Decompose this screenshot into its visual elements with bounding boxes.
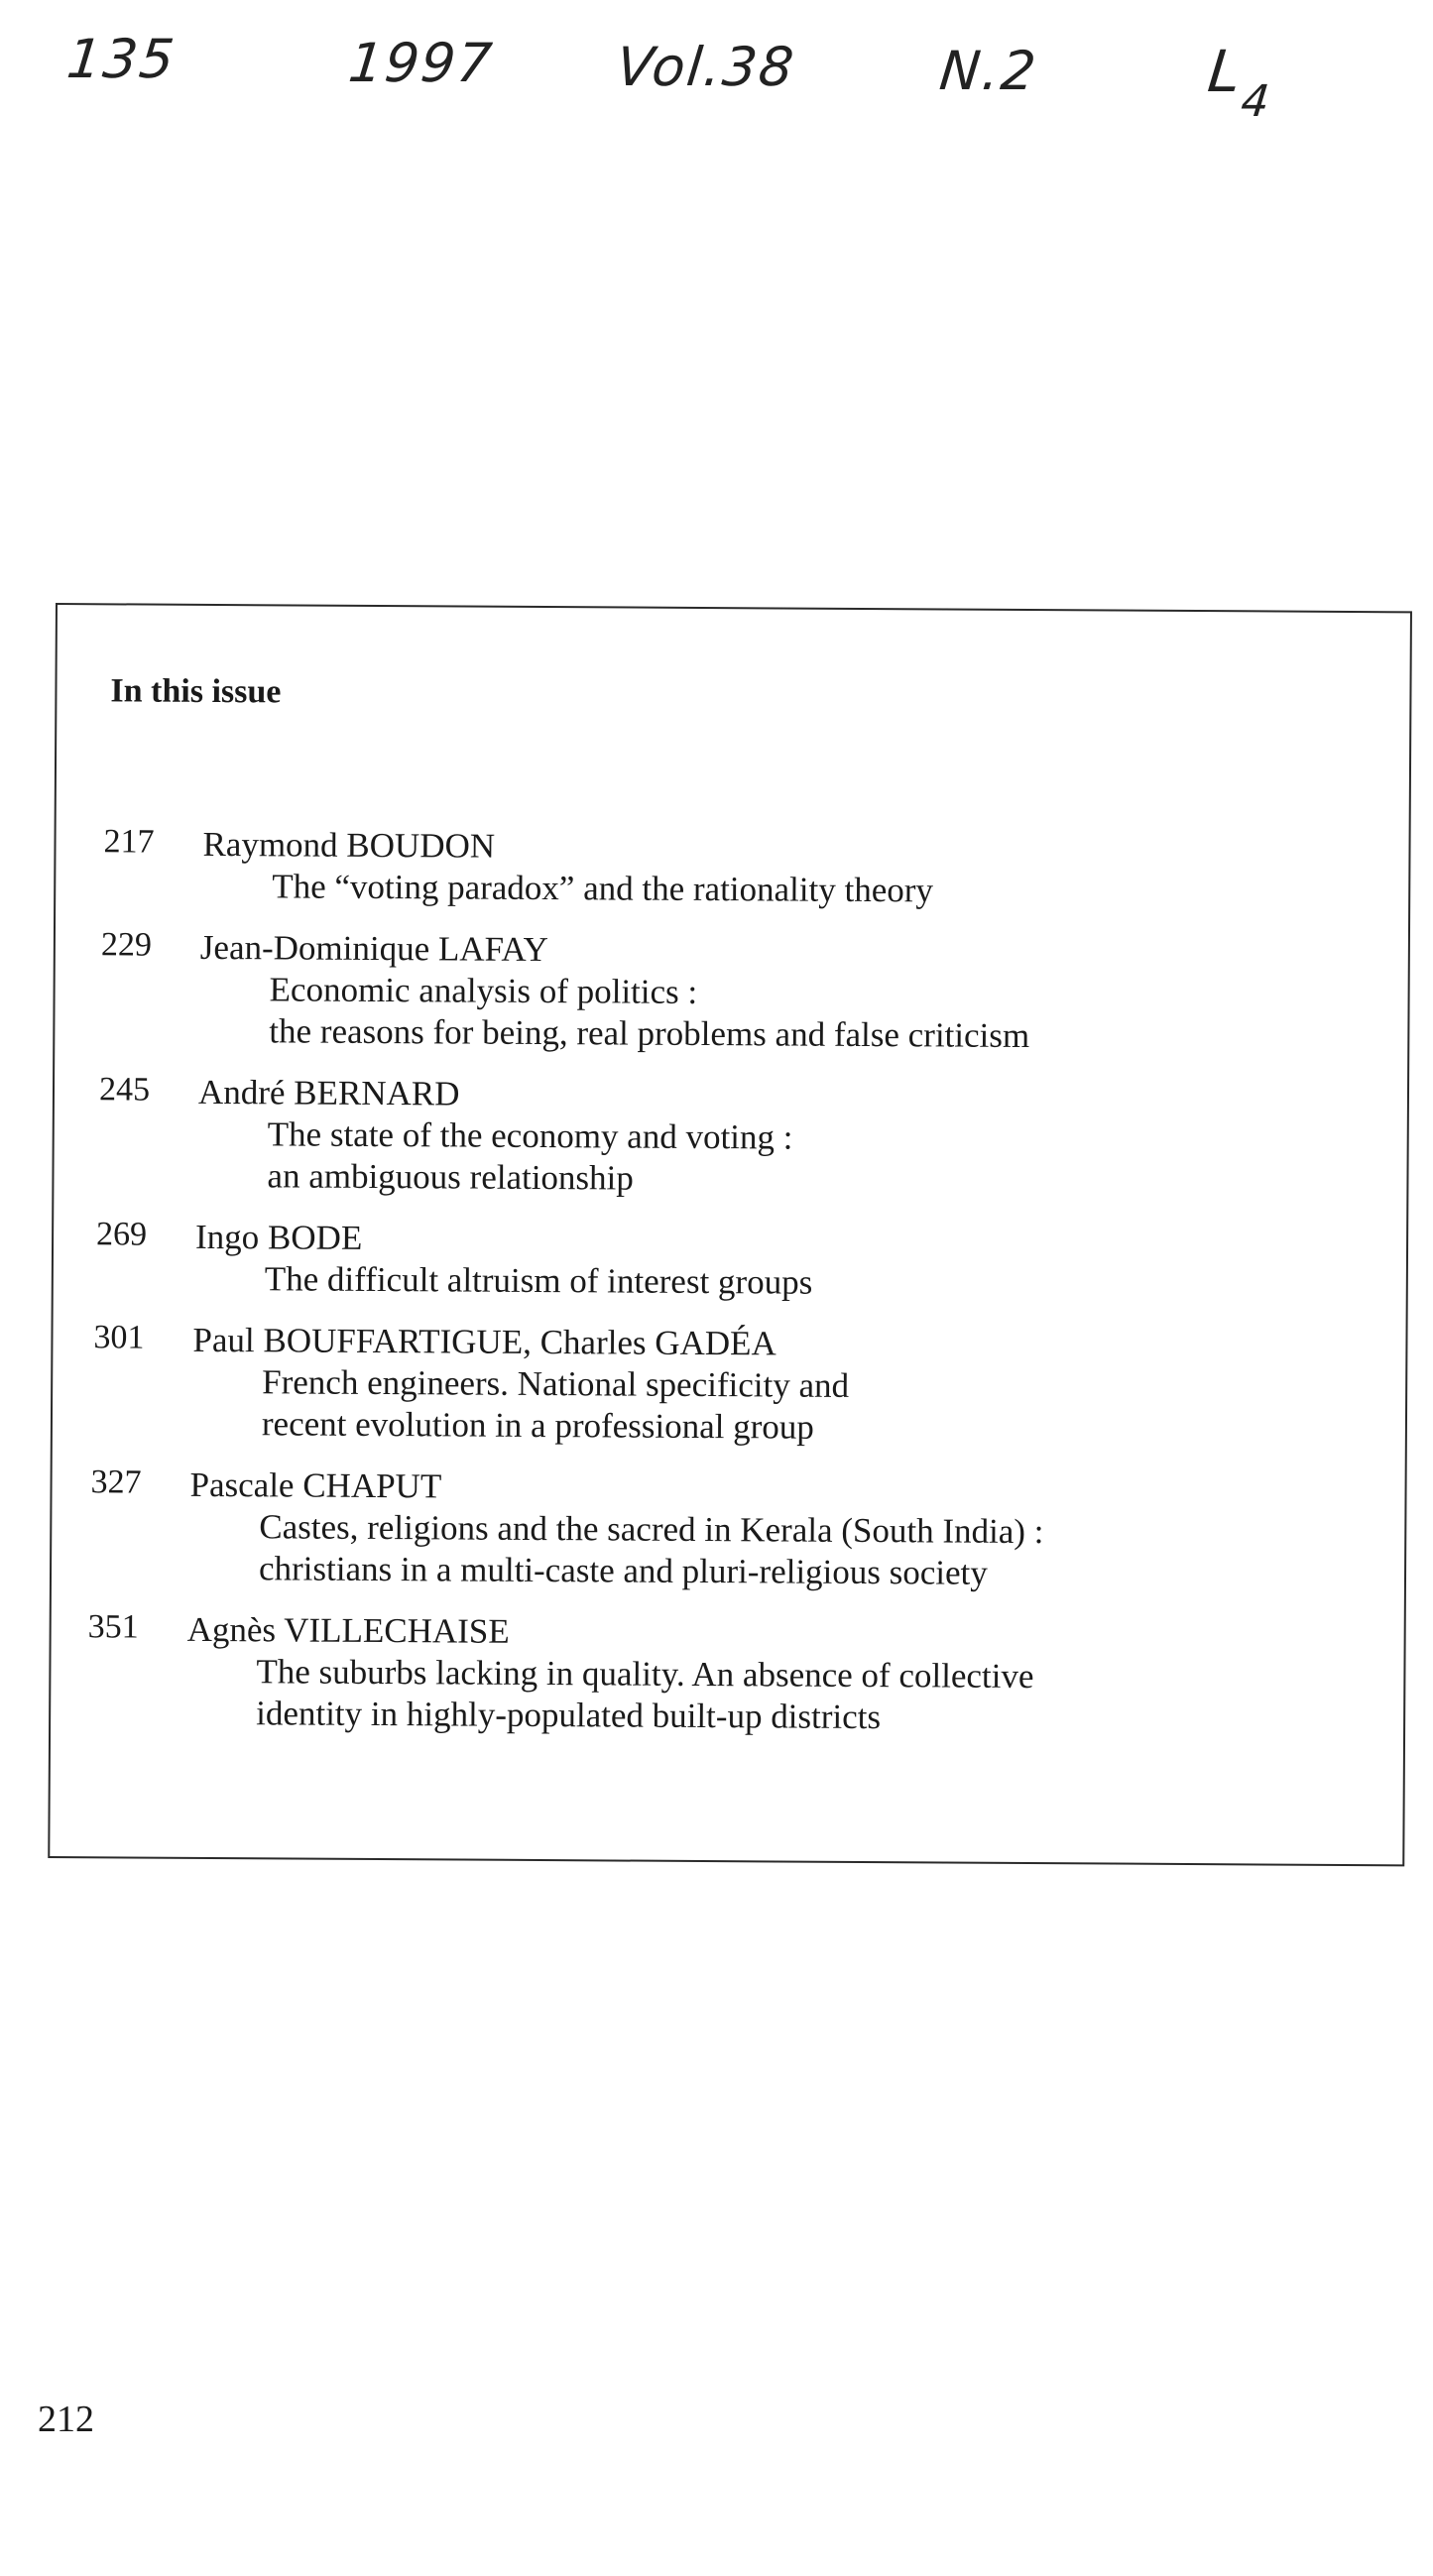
toc-title: The “voting paradox” and the rationality theory: [272, 867, 934, 910]
toc-page-number: 269: [95, 1216, 148, 1253]
toc-entry: [87, 1608, 1349, 1741]
toc-author: Agnès VILLECHAISE: [186, 1609, 510, 1651]
handwritten-code-letter: L: [1204, 38, 1247, 105]
toc-author: André BERNARD: [197, 1072, 460, 1113]
handwritten-code: [1204, 38, 1275, 127]
toc-title: The difficult altruism of interest groups: [264, 1259, 813, 1302]
handwritten-volume: Vol.38: [613, 36, 799, 98]
toc-author: Raymond BOUDON: [202, 824, 496, 866]
handwritten-annotations: [0, 22, 1433, 127]
toc-title: The suburbs lacking in quality. An absence of collective identity in highly-populated built-up districts: [256, 1652, 1034, 1737]
handwritten-issue-number: N.2: [936, 40, 1041, 102]
page-number: 212: [38, 2399, 94, 2440]
toc-entry: [96, 1216, 1351, 1307]
toc-list: [87, 823, 1354, 1761]
toc-title: Castes, religions and the sacred in Kerala (South India) : christians in a multi-caste and pluri-religious society: [258, 1507, 1044, 1592]
handwritten-year: 1997: [345, 32, 497, 94]
toc-page-number: 245: [98, 1071, 151, 1109]
handwritten-number: 135: [63, 28, 179, 90]
toc-page-number: 301: [93, 1319, 145, 1356]
toc-page-number: 351: [87, 1608, 139, 1646]
toc-title: Economic analysis of politics : the reasons for being, real problems and false criticism: [269, 970, 1030, 1056]
toc-title: French engineers. National specificity and recent evolution in a professional group: [261, 1362, 850, 1447]
toc-entry: [103, 823, 1353, 914]
toc-entry: [98, 1071, 1352, 1204]
toc-entry: [100, 926, 1353, 1059]
toc-entry: [90, 1464, 1350, 1596]
toc-page-number: 217: [103, 823, 155, 861]
toc-title: The state of the economy and voting : an ambiguous relationship: [267, 1114, 793, 1198]
toc-author: Paul BOUFFARTIGUE, Charles GADÉA: [192, 1320, 776, 1363]
toc-page-number: 327: [90, 1464, 142, 1501]
toc-page-number: 229: [100, 926, 153, 964]
toc-heading: In this issue: [110, 672, 282, 711]
toc-author: Pascale CHAPUT: [189, 1464, 442, 1506]
toc-author: Ingo BODE: [194, 1217, 363, 1257]
toc-entry: [93, 1319, 1351, 1452]
table-of-contents-box: [48, 603, 1412, 1866]
toc-author: Jean-Dominique LAFAY: [199, 927, 548, 970]
handwritten-code-index: 4: [1238, 75, 1274, 127]
